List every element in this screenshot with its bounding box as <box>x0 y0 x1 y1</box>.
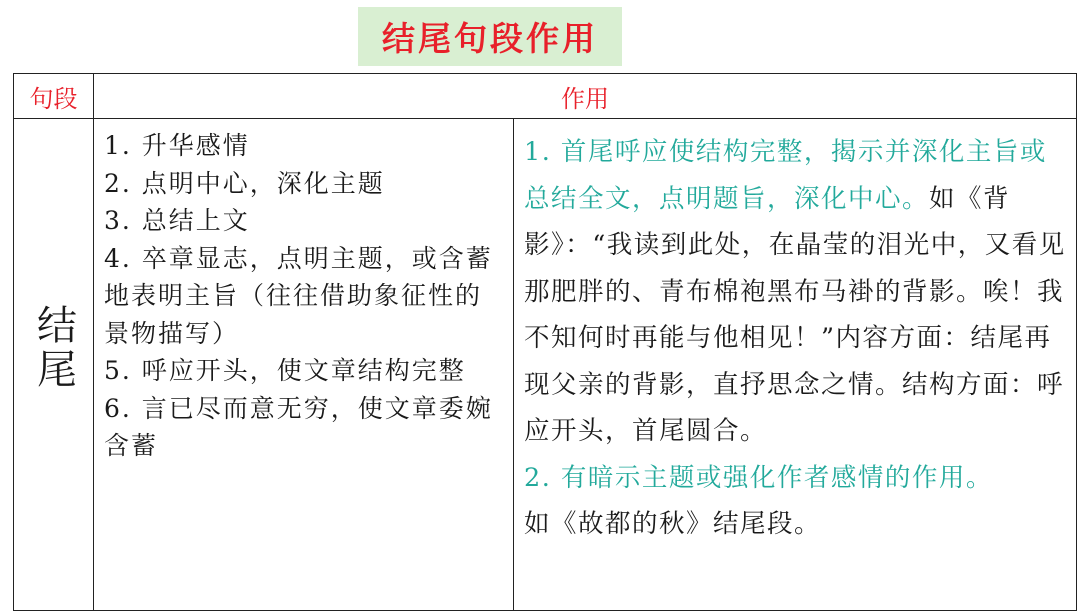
list-item: 4. 卒章显志，点明主题，或含蓄地表明主旨（往往借助象征性的景物描写） <box>104 243 493 348</box>
row-label: 结尾 <box>30 303 77 392</box>
effect-text <box>514 119 1076 548</box>
header-function: 作用 <box>94 74 1077 119</box>
header-row <box>14 74 1077 119</box>
list-item: 6. 言已尽而意无穷，使文章委婉含蓄 <box>104 393 493 460</box>
effect-text-cell <box>514 119 1077 611</box>
summary-table <box>13 73 1077 611</box>
header-segment: 句段 <box>14 74 94 119</box>
row-label-cell <box>14 119 94 611</box>
page-title: 结尾句段作用 <box>382 19 598 58</box>
title-banner <box>358 7 622 66</box>
list-item: 5. 呼应开头，使文章结构完整 <box>104 356 466 385</box>
effect-example-1: 如《背影》：“我读到此处，在晶莹的泪光中，又看见那肥胖的、青布棉袍黑布马褂的背影。唉！我不知何时再能与他相见！”内容方面：结尾再现父亲的背影，直抒思念之情。结构方面：呼应开头，首尾圆合。 <box>524 183 1066 446</box>
list-item: 1. 升华感情 <box>104 131 250 160</box>
effect-point-2: 2. 有暗示主题或强化作者感情的作用。 <box>524 462 993 493</box>
list-item: 2. 点明中心，深化主题 <box>104 168 385 198</box>
effect-point-1: 1. 首尾呼应使结构完整，揭示并深化主旨或总结全文，点明题旨，深化中心。 <box>524 137 1047 214</box>
list-item: 3. 总结上文 <box>104 206 250 235</box>
effect-example-2: 如《故都的秋》结尾段。 <box>524 509 822 539</box>
function-list-cell <box>94 119 514 611</box>
function-list <box>94 119 513 465</box>
content-row <box>14 119 1077 611</box>
